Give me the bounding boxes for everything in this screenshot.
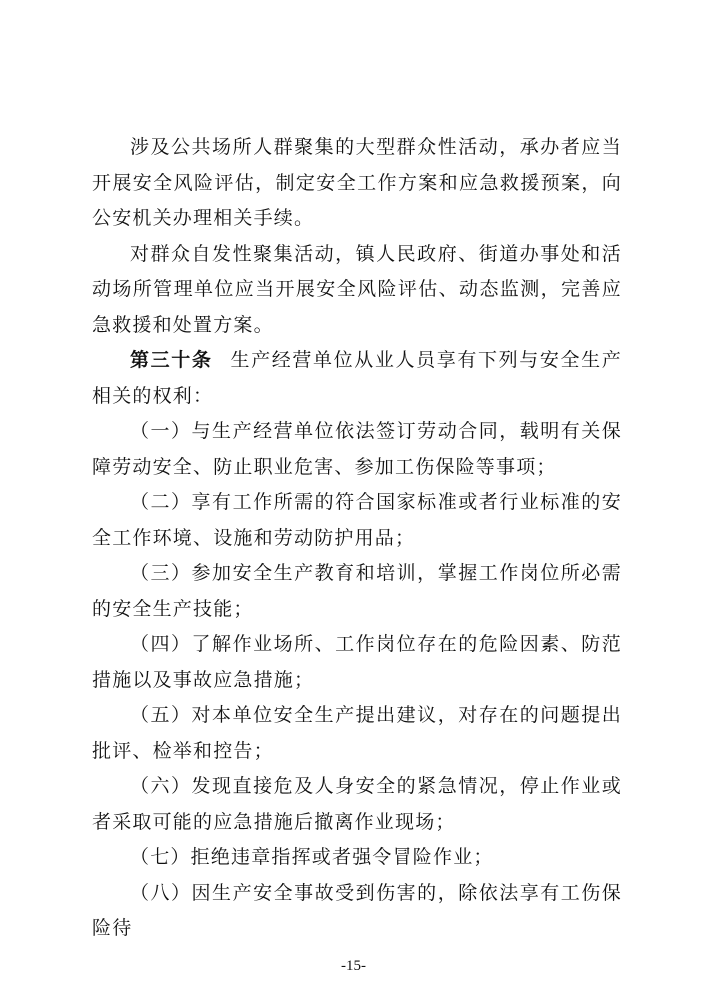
paragraph: 对群众自发性聚集活动，镇人民政府、街道办事处和活动场所管理单位应当开展安全风险评估、动态监测，完善应急救援和处置方案。 — [92, 242, 622, 336]
list-item: （六）发现直接危及人身安全的紧急情况，停止作业或者采取可能的应急措施后撤离作业现场； — [92, 775, 622, 833]
page-number: -15- — [341, 958, 366, 974]
document-body — [92, 130, 622, 947]
article-paragraph — [92, 343, 622, 414]
list-item: （四）了解作业场所、工作岗位存在的危险因素、防范措施以及事故应急措施； — [92, 633, 622, 691]
list-item: （七）拒绝违章指挥或者强令冒险作业； — [130, 846, 494, 868]
list-item: （一）与生产经营单位依法签订劳动合同，载明有关保障劳动安全、防止职业危害、参加工伤保险等事项； — [92, 420, 622, 478]
list-item: （三）参加安全生产教育和培训，掌握工作岗位所必需的安全生产技能； — [92, 562, 622, 620]
paragraph: 涉及公共场所人群聚集的大型群众性活动，承办者应当开展安全风险评估，制定安全工作方案和应急救援预案，向公安机关办理相关手续。 — [92, 136, 622, 229]
list-item: （五）对本单位安全生产提出建议，对存在的问题提出批评、检举和控告； — [92, 704, 622, 762]
list-item: （八）因生产安全事故受到伤害的，除依法享有工伤保险待 — [92, 881, 622, 939]
list-item: （二）享有工作所需的符合国家标准或者行业标准的安全工作环境、设施和劳动防护用品； — [92, 491, 622, 549]
article-text: 生产经营单位从业人员享有下列与安全生产相关的权利： — [92, 349, 622, 407]
article-heading: 第三十条 — [130, 349, 213, 371]
